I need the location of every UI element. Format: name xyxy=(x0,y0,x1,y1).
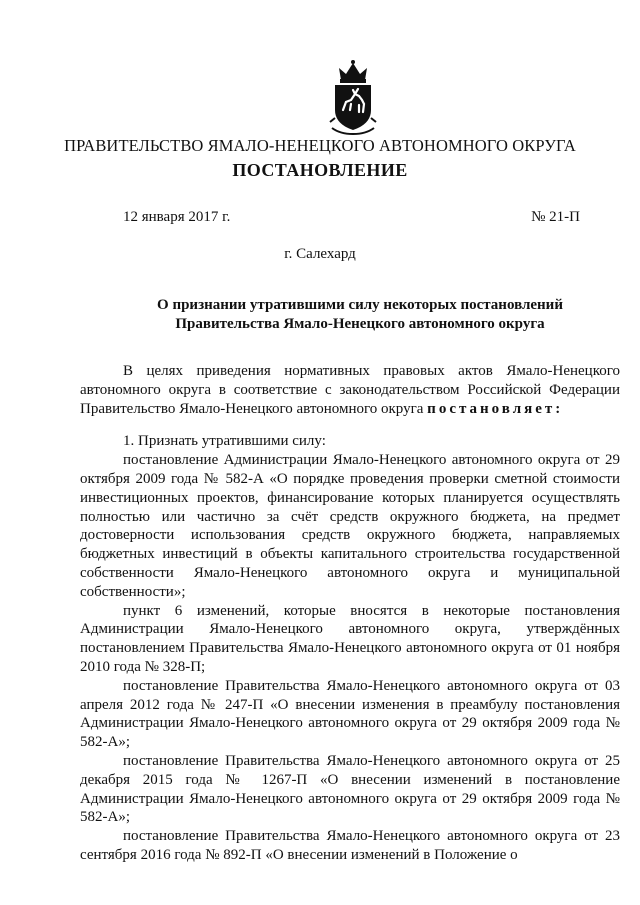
paragraph-item-6: постановление Правительства Ямало-Ненецкого автономного округа от 23 сентября 2016 года № 892-П «О внесении изменений в Положение о xyxy=(80,828,620,863)
document-number: № 21-П xyxy=(531,209,580,225)
government-name: ПРАВИТЕЛЬСТВО ЯМАЛО-НЕНЕЦКОГО АВТОНОМНОГО ОКРУГА xyxy=(64,136,576,155)
paragraph-item-4: постановление Правительства Ямало-Ненецкого автономного округа от 03 апреля 2012 года № 247-П «О внесении изменения в преамбулу постановления Администрации Ямало-Ненецкого автономного округа от 29 октября 2009 года № 582-А»; xyxy=(80,677,620,751)
document-body xyxy=(80,362,620,865)
document-subject xyxy=(80,296,640,334)
document-type-title: ПОСТАНОВЛЕНИЕ xyxy=(232,160,408,180)
subject-line-1: О признании утратившими силу некоторых постановлений xyxy=(157,297,563,313)
paragraph-item-5: постановление Правительства Ямало-Ненецкого автономного округа от 25 декабря 2015 года № 1267-П «О внесении изменений в постановление Администрации Ямало-Ненецкого автономного округа от 29 октября 2009 года № 582-А»; xyxy=(80,752,620,826)
paragraph-item-2: постановление Администрации Ямало-Ненецкого автономного округа от 29 октября 2009 года № 582-А «О порядке проведения проверки сметной стоимости инвестиционных проектов, финансирование которых планируется осуществлять полностью или частично за счёт средств окружного бюджета, на предмет достоверности использования средств окружного бюджета, направляемых бюджетных инвестиций в объекты капитального строительства государственной собственности Ямало-Ненецкого автономного округа и муниципальной собственности»; xyxy=(80,452,620,600)
document-city: г. Салехард xyxy=(284,246,356,262)
coat-of-arms-emblem xyxy=(326,58,380,136)
paragraph-item-1: 1. Признать утратившими силу: xyxy=(123,433,326,450)
document-date: 12 января 2017 г. xyxy=(123,209,231,225)
decree-word: постановляет: xyxy=(427,400,564,417)
subject-line-2: Правительства Ямало-Ненецкого автономного округа xyxy=(175,316,545,332)
paragraph-item-3: пункт 6 изменений, которые вносятся в некоторые постановления Администрации Ямало-Ненецкого автономного округа, утверждённых постановлением Правительства Ямало-Ненецкого автономного округа от 01 ноября 2010 года № 328-П; xyxy=(80,602,620,675)
preamble-text: В целях приведения нормативных правовых актов Ямало-Ненецкого автономного округа в соответствие с законодательством Российской Федерации Правительство Ямало-Ненецкого автономного округа xyxy=(80,363,620,417)
preamble-paragraph xyxy=(80,362,620,418)
